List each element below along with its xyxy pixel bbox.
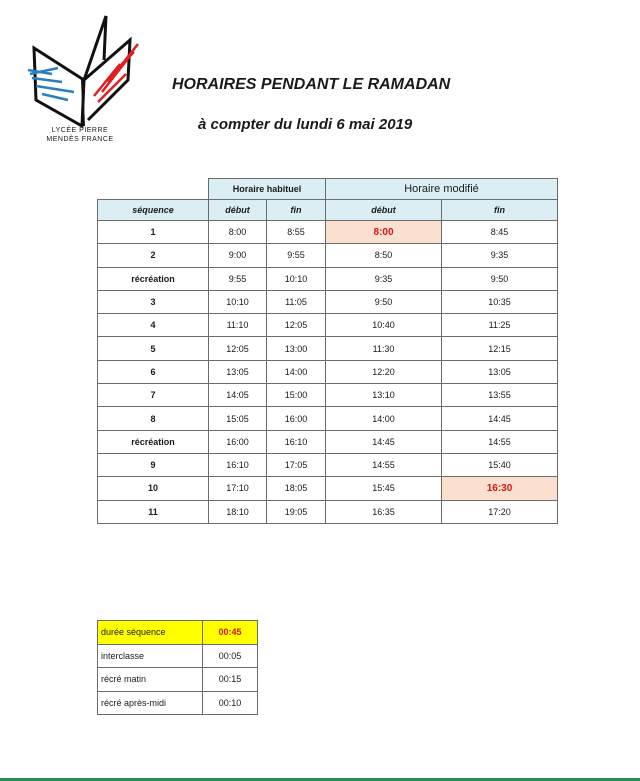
cell-end: 19:05 xyxy=(267,500,326,523)
duration-label: interclasse xyxy=(98,644,203,668)
cell-start: 10:10 xyxy=(209,290,267,313)
cell-start: 16:10 xyxy=(209,453,267,476)
cell-end: 8:55 xyxy=(267,221,326,244)
cell-sequence: 1 xyxy=(98,221,209,244)
duration-row xyxy=(98,621,258,645)
cell-end: 9:55 xyxy=(267,244,326,267)
cell-end: 15:00 xyxy=(267,384,326,407)
durations-table xyxy=(97,620,258,715)
cell-end: 10:10 xyxy=(267,267,326,290)
cell-start-modified: 16:35 xyxy=(326,500,442,523)
schedule-table xyxy=(97,178,558,524)
col-end-header: fin xyxy=(267,200,326,221)
schedule-column-header-row xyxy=(98,200,558,221)
schedule-row xyxy=(98,453,558,476)
cell-start: 9:00 xyxy=(209,244,267,267)
schedule-row xyxy=(98,384,558,407)
cell-end: 12:05 xyxy=(267,314,326,337)
duration-row xyxy=(98,668,258,692)
cell-sequence: 4 xyxy=(98,314,209,337)
cell-end-modified: 13:05 xyxy=(442,360,558,383)
cell-start-modified: 14:55 xyxy=(326,453,442,476)
schedule-row xyxy=(98,314,558,337)
duration-value: 00:05 xyxy=(203,644,258,668)
duration-value: 00:10 xyxy=(203,691,258,715)
schedule-row xyxy=(98,477,558,500)
cell-start-modified: 9:35 xyxy=(326,267,442,290)
cell-end-modified: 15:40 xyxy=(442,453,558,476)
cell-start: 12:05 xyxy=(209,337,267,360)
schedule-row xyxy=(98,360,558,383)
cell-start: 14:05 xyxy=(209,384,267,407)
col-end-mod-header: fin xyxy=(442,200,558,221)
cell-start: 16:00 xyxy=(209,430,267,453)
cell-end: 16:10 xyxy=(267,430,326,453)
duration-label: récré après-midi xyxy=(98,691,203,715)
page-title: HORAIRES PENDANT LE RAMADAN xyxy=(172,76,451,93)
schedule-row xyxy=(98,407,558,430)
cell-start-modified: 11:30 xyxy=(326,337,442,360)
cell-end-modified: 11:25 xyxy=(442,314,558,337)
cell-sequence: 3 xyxy=(98,290,209,313)
cell-end: 18:05 xyxy=(267,477,326,500)
schedule-row xyxy=(98,244,558,267)
cell-start: 18:10 xyxy=(209,500,267,523)
cell-start-modified: 12:20 xyxy=(326,360,442,383)
cell-start-modified: 13:10 xyxy=(326,384,442,407)
cell-end: 14:00 xyxy=(267,360,326,383)
cell-end: 16:00 xyxy=(267,407,326,430)
col-start-mod-header: début xyxy=(326,200,442,221)
col-start-header: début xyxy=(209,200,267,221)
cell-end-modified: 8:45 xyxy=(442,221,558,244)
book-logo-icon xyxy=(22,8,152,133)
cell-end-modified: 9:35 xyxy=(442,244,558,267)
cell-start: 17:10 xyxy=(209,477,267,500)
cell-end-modified: 10:35 xyxy=(442,290,558,313)
group-usual-header: Horaire habituel xyxy=(209,179,326,200)
cell-sequence: 5 xyxy=(98,337,209,360)
cell-end: 17:05 xyxy=(267,453,326,476)
cell-start-modified: 14:00 xyxy=(326,407,442,430)
cell-sequence: 2 xyxy=(98,244,209,267)
col-sequence-header: séquence xyxy=(98,200,209,221)
cell-start-modified: 10:40 xyxy=(326,314,442,337)
group-modified-header: Horaire modifié xyxy=(326,179,558,200)
cell-sequence: 6 xyxy=(98,360,209,383)
cell-sequence: récréation xyxy=(98,430,209,453)
schedule-group-header-row xyxy=(98,179,558,200)
cell-start: 9:55 xyxy=(209,267,267,290)
cell-sequence: 10 xyxy=(98,477,209,500)
cell-start-modified: 15:45 xyxy=(326,477,442,500)
cell-sequence: 8 xyxy=(98,407,209,430)
cell-start-modified: 8:50 xyxy=(326,244,442,267)
cell-end-modified: 12:15 xyxy=(442,337,558,360)
schedule-row xyxy=(98,430,558,453)
school-name-line1: LYCÉE PIERRE xyxy=(51,127,109,134)
cell-end: 11:05 xyxy=(267,290,326,313)
schedule-row xyxy=(98,500,558,523)
cell-start-modified: 8:00 xyxy=(326,221,442,244)
school-logo xyxy=(22,8,152,153)
cell-start-modified: 9:50 xyxy=(326,290,442,313)
schedule-row xyxy=(98,290,558,313)
cell-start: 11:10 xyxy=(209,314,267,337)
cell-start: 15:05 xyxy=(209,407,267,430)
cell-start: 13:05 xyxy=(209,360,267,383)
cell-sequence: 9 xyxy=(98,453,209,476)
cell-end-modified: 14:55 xyxy=(442,430,558,453)
school-name-line2: MENDÈS FRANCE xyxy=(46,136,114,143)
page-subtitle: à compter du lundi 6 mai 2019 xyxy=(198,116,413,133)
schedule-row xyxy=(98,267,558,290)
cell-start: 8:00 xyxy=(209,221,267,244)
duration-row xyxy=(98,644,258,668)
cell-start-modified: 14:45 xyxy=(326,430,442,453)
cell-sequence: 11 xyxy=(98,500,209,523)
cell-sequence: 7 xyxy=(98,384,209,407)
duration-value: 00:45 xyxy=(203,621,258,645)
cell-end-modified: 14:45 xyxy=(442,407,558,430)
cell-end-modified: 16:30 xyxy=(442,477,558,500)
duration-value: 00:15 xyxy=(203,668,258,692)
cell-end-modified: 9:50 xyxy=(442,267,558,290)
cell-end-modified: 17:20 xyxy=(442,500,558,523)
duration-label: durée séquence xyxy=(98,621,203,645)
school-name xyxy=(30,126,130,144)
duration-row xyxy=(98,691,258,715)
cell-end: 13:00 xyxy=(267,337,326,360)
cell-end-modified: 13:55 xyxy=(442,384,558,407)
duration-label: récré matin xyxy=(98,668,203,692)
schedule-row xyxy=(98,337,558,360)
cell-sequence: récréation xyxy=(98,267,209,290)
schedule-row xyxy=(98,221,558,244)
